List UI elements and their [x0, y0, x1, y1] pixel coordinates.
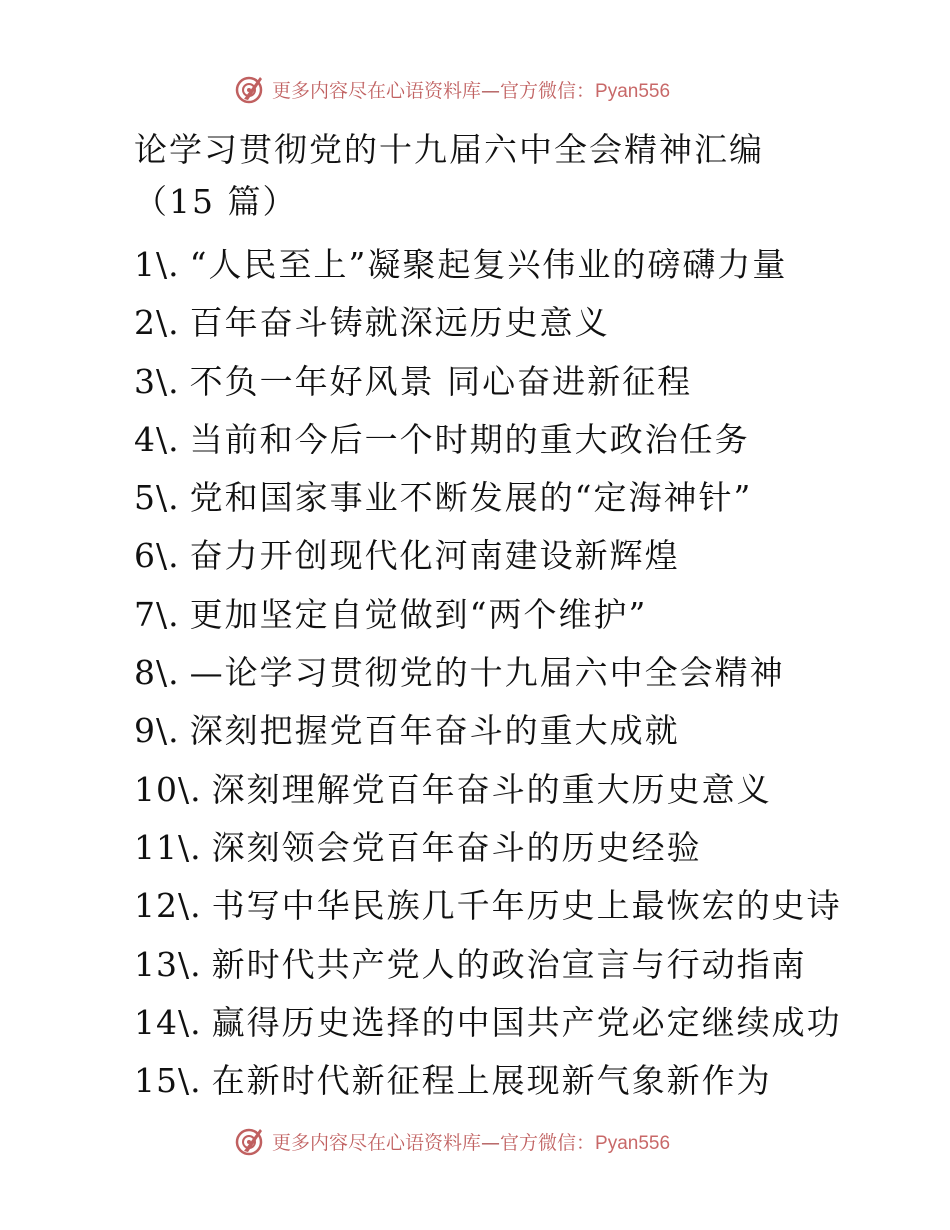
toc-number: 5\.	[134, 478, 180, 518]
toc-title: 百年奋斗铸就深远历史意义	[189, 303, 610, 343]
toc-title: 当前和今后一个时期的重大政治任务	[189, 419, 750, 459]
title-line-1: 论学习贯彻党的十九届六中全会精神汇编	[134, 130, 764, 169]
toc-number: 15\.	[134, 1061, 202, 1101]
toc-item	[134, 1052, 842, 1110]
watermark-contact: 官方微信：	[500, 1131, 596, 1154]
toc-number: 14\.	[134, 1002, 202, 1042]
toc-title: “人民至上”凝聚起复兴伟业的磅礴力量	[189, 245, 788, 284]
toc-title: 党和国家事业不断发展的“定海神针”	[189, 478, 753, 518]
toc-item	[134, 819, 842, 877]
quill-logo-icon	[234, 73, 266, 105]
toc-item	[134, 469, 842, 527]
toc-title: 奋力开创现代化河南建设新辉煌	[189, 536, 680, 576]
toc-title: 在新时代新征程上展现新气象新作为	[211, 1061, 772, 1101]
watermark-text	[272, 1128, 670, 1155]
toc-number: 4\.	[134, 419, 180, 459]
toc-item	[134, 586, 842, 644]
toc-item	[134, 761, 842, 819]
toc-item	[134, 994, 842, 1052]
quill-logo-icon	[234, 1125, 266, 1157]
toc-number: 13\.	[134, 944, 202, 984]
toc-item	[134, 702, 842, 760]
toc-title: 更加坚定自觉做到“两个维护”	[189, 594, 648, 634]
toc-item	[134, 877, 842, 935]
header-watermark	[234, 72, 670, 106]
toc-number: 1\.	[134, 245, 180, 284]
toc-title: 深刻把握党百年奋斗的重大成就	[189, 711, 680, 751]
toc-item	[134, 294, 842, 352]
document-title	[134, 124, 834, 228]
toc-item	[134, 527, 842, 585]
watermark-wechat-id: Pyan556	[595, 80, 671, 102]
watermark-main: 更多内容尽在心语资料库	[272, 79, 482, 102]
toc-number: 8\.	[134, 653, 180, 693]
toc-item	[134, 644, 842, 702]
toc-item	[134, 353, 842, 411]
toc-title: 新时代共产党人的政治宣言与行动指南	[211, 944, 807, 984]
watermark-main: 更多内容尽在心语资料库	[272, 1131, 482, 1154]
watermark-text	[272, 76, 670, 103]
toc-number: 9\.	[134, 711, 180, 751]
toc-item	[134, 236, 842, 294]
table-of-contents	[134, 236, 842, 1110]
watermark-separator: —	[481, 1131, 501, 1154]
footer-watermark	[234, 1124, 670, 1158]
toc-number: 11\.	[134, 827, 202, 867]
toc-number: 3\.	[134, 361, 180, 401]
toc-item	[134, 936, 842, 994]
toc-title: 书写中华民族几千年历史上最恢宏的史诗	[211, 886, 842, 926]
toc-number: 12\.	[134, 886, 202, 926]
toc-number: 6\.	[134, 536, 180, 576]
toc-number: 7\.	[134, 594, 180, 634]
toc-title: 深刻领会党百年奋斗的历史经验	[211, 827, 702, 867]
toc-item	[134, 411, 842, 469]
watermark-separator: —	[481, 79, 501, 102]
watermark-wechat-id: Pyan556	[595, 1132, 671, 1154]
watermark-contact: 官方微信：	[500, 79, 596, 102]
toc-number: 2\.	[134, 303, 180, 343]
toc-title: —论学习贯彻党的十九届六中全会精神	[189, 653, 785, 693]
toc-title: 赢得历史选择的中国共产党必定继续成功	[211, 1002, 842, 1042]
title-line-2: （15 篇）	[134, 182, 298, 221]
toc-title: 深刻理解党百年奋斗的重大历史意义	[211, 769, 772, 809]
toc-number: 10\.	[134, 769, 202, 809]
toc-title: 不负一年好风景 同心奋进新征程	[189, 361, 693, 401]
